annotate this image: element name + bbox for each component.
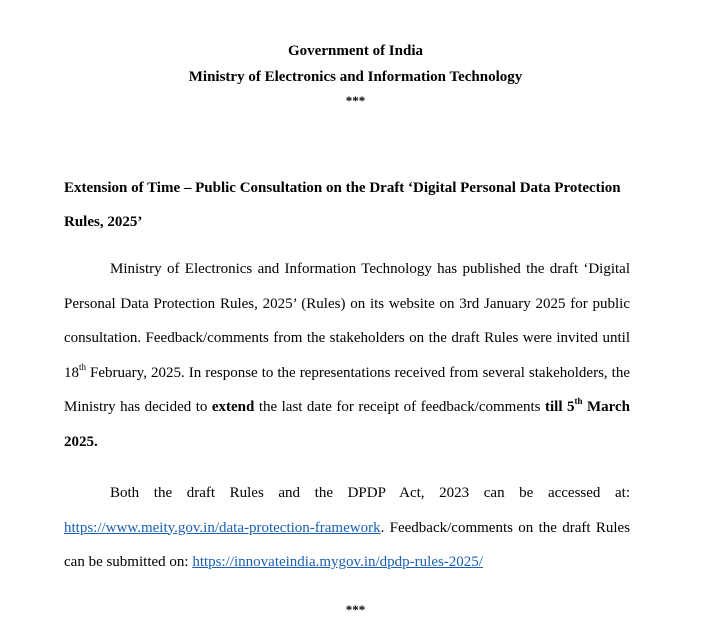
paragraph1-superscript-a: th — [79, 361, 87, 372]
government-heading: Government of India — [288, 43, 423, 59]
separator-top: *** — [345, 93, 366, 108]
ministry-heading: Ministry of Electronics and Information Technology — [188, 69, 523, 85]
dpdp-rules-feedback-link[interactable]: https://innovateindia.mygov.in/dpdp-rules-2025/ — [192, 554, 483, 570]
paragraph1-superscript-b: th — [574, 396, 583, 406]
paragraph1-text-b: February, 2025. In response to the representations received from several stakeholders, the Ministry has decided to — [64, 364, 630, 415]
separator-bottom: *** — [345, 602, 366, 617]
till-date-emphasis: till 5 — [545, 399, 575, 415]
notice-title: Extension of Time – Public Consultation on the Draft ‘Digital Personal Data Protection Rules, 2025’ — [64, 180, 621, 230]
extend-emphasis: extend — [211, 399, 255, 415]
paragraph2-text-b: . Feedback/comments on the draft Rules can be submitted on: — [64, 519, 630, 570]
paragraph-links — [64, 476, 630, 580]
new-deadline-emphasis: March 2025. — [64, 399, 630, 450]
data-protection-framework-link[interactable]: https://www.meity.gov.in/data-protection-framework — [64, 519, 381, 536]
paragraph1-text-a: Ministry of Electronics and Information Technology has published the draft ‘Digital Personal Data Protection Rules, 2025’ (Rules) on its website on 3rd January 2025 for public consultation. Feedback/comments from the stakeholders on the draft Rules were invited until 18 — [64, 261, 630, 381]
paragraph1-text-c: the last date for receipt of feedback/comments — [254, 399, 545, 415]
paragraph-announcement — [64, 252, 630, 459]
paragraph2-text-a: Both the draft Rules and the DPDP Act, 2023 can be accessed at: — [110, 485, 630, 501]
